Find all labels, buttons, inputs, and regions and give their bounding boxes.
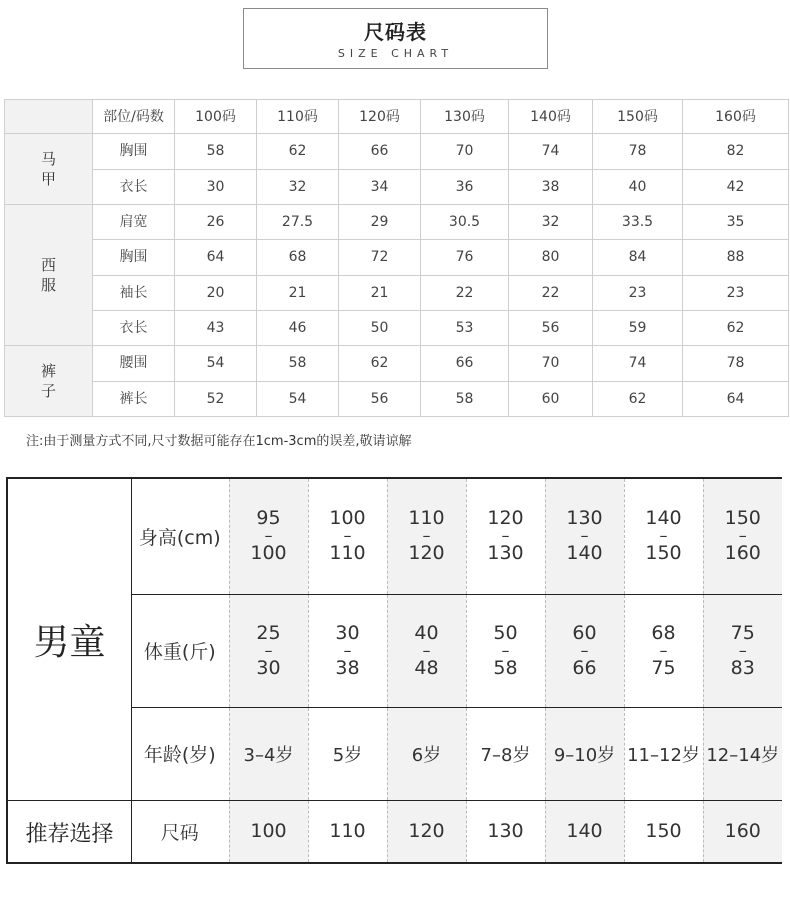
- age-value: 6岁: [411, 744, 442, 766]
- size-cell: [308, 800, 387, 862]
- size-value: 56: [509, 310, 593, 345]
- age-value: 11–12岁: [627, 744, 700, 766]
- range-min: 100: [329, 507, 366, 530]
- size-header: 120码: [339, 100, 421, 134]
- size-cell: [229, 800, 308, 862]
- age-cell: [229, 707, 308, 800]
- range-min: 50: [493, 621, 518, 644]
- part-label: 胸围: [93, 134, 175, 169]
- height-cell: [387, 479, 466, 594]
- size-row: [5, 381, 789, 416]
- size-value: 64: [175, 240, 257, 275]
- height-cell: [545, 479, 624, 594]
- range-max: 150: [645, 542, 682, 565]
- size-value: 58: [421, 381, 509, 416]
- size-value: 58: [175, 134, 257, 169]
- boys-table: [131, 479, 782, 862]
- size-value: 58: [257, 346, 339, 381]
- range-max: 75: [651, 656, 676, 679]
- size-value: 64: [683, 381, 789, 416]
- range-max: 100: [250, 542, 287, 565]
- size-value: 53: [421, 310, 509, 345]
- size-value: 34: [339, 169, 421, 204]
- height-range: [467, 508, 545, 564]
- weight-range: [546, 623, 624, 679]
- size-value: 22: [509, 275, 593, 310]
- size-value: 22: [421, 275, 509, 310]
- size-value: 66: [339, 134, 421, 169]
- age-cell: [466, 707, 545, 800]
- height-range: [388, 508, 466, 564]
- height-range: [546, 508, 624, 564]
- size-value: 140: [566, 820, 603, 843]
- range-max: 30: [256, 656, 281, 679]
- size-value: 21: [257, 275, 339, 310]
- weight-label: 体重(斤): [131, 594, 229, 707]
- weight-range: [704, 623, 783, 679]
- part-label: 袖长: [93, 275, 175, 310]
- corner-blank: [5, 100, 93, 134]
- part-label: 裤长: [93, 381, 175, 416]
- size-value: 52: [175, 381, 257, 416]
- size-value: 56: [339, 381, 421, 416]
- size-row: [5, 346, 789, 381]
- height-cell: [308, 479, 387, 594]
- part-label: 腰围: [93, 346, 175, 381]
- weight-cell: [229, 594, 308, 707]
- boys-row-height: [131, 479, 782, 594]
- size-header-row: [5, 100, 789, 134]
- size-row: [5, 310, 789, 345]
- boys-left-column: [8, 479, 132, 862]
- range-max: 120: [408, 542, 445, 565]
- group-label: 马 甲: [5, 134, 93, 205]
- size-value: 46: [257, 310, 339, 345]
- weight-cell: [466, 594, 545, 707]
- size-row: [5, 240, 789, 275]
- range-dash: –: [580, 526, 589, 546]
- size-cell: [466, 800, 545, 862]
- size-value: 70: [509, 346, 593, 381]
- weight-cell: [308, 594, 387, 707]
- age-value: 5岁: [332, 744, 363, 766]
- age-cell: [308, 707, 387, 800]
- age-value: 9–10岁: [553, 744, 616, 766]
- weight-cell: [387, 594, 466, 707]
- size-value: 32: [509, 204, 593, 239]
- range-max: 83: [730, 656, 755, 679]
- size-value: 40: [593, 169, 683, 204]
- recommend-label: 推荐选择: [25, 821, 114, 847]
- range-max: 58: [493, 656, 518, 679]
- range-min: 130: [566, 507, 603, 530]
- size-row: [5, 134, 789, 169]
- age-cell: [624, 707, 703, 800]
- size-value: 36: [421, 169, 509, 204]
- weight-range: [388, 623, 466, 679]
- size-header: 160码: [683, 100, 789, 134]
- size-value: 110: [329, 820, 366, 843]
- size-value: 68: [257, 240, 339, 275]
- size-header: 130码: [421, 100, 509, 134]
- range-dash: –: [264, 640, 273, 660]
- range-min: 110: [408, 507, 445, 530]
- corner-label: 部位/码数: [93, 100, 175, 134]
- height-range: [230, 508, 308, 564]
- size-value: 42: [683, 169, 789, 204]
- range-dash: –: [659, 640, 668, 660]
- size-value: 26: [175, 204, 257, 239]
- part-label: 胸围: [93, 240, 175, 275]
- age-value: 12–14岁: [706, 744, 780, 766]
- size-cell: [624, 800, 703, 862]
- age-cell: [703, 707, 782, 800]
- boys-size-chart: [6, 477, 782, 864]
- size-value: 120: [408, 820, 445, 843]
- range-min: 30: [335, 621, 360, 644]
- size-value: 62: [339, 346, 421, 381]
- range-min: 140: [645, 507, 682, 530]
- height-range: [704, 508, 783, 564]
- size-value: 80: [509, 240, 593, 275]
- range-dash: –: [580, 640, 589, 660]
- weight-cell: [703, 594, 782, 707]
- size-value: 72: [339, 240, 421, 275]
- age-label: 年龄(岁): [131, 707, 229, 800]
- height-range: [625, 508, 703, 564]
- height-cell: [703, 479, 782, 594]
- size-cell: [703, 800, 782, 862]
- size-row: [5, 169, 789, 204]
- size-value: 76: [421, 240, 509, 275]
- size-value: 78: [683, 346, 789, 381]
- age-cell: [545, 707, 624, 800]
- range-max: 160: [724, 542, 761, 565]
- group-label: 西 服: [5, 204, 93, 345]
- range-max: 140: [566, 542, 603, 565]
- range-dash: –: [343, 526, 352, 546]
- size-cell: [387, 800, 466, 862]
- page-title: 尺码表: [364, 20, 427, 44]
- size-value: 21: [339, 275, 421, 310]
- range-min: 120: [487, 507, 524, 530]
- range-max: 110: [329, 542, 366, 565]
- recommend-cell: [8, 800, 131, 863]
- range-dash: –: [659, 526, 668, 546]
- weight-cell: [545, 594, 624, 707]
- size-row: [5, 275, 789, 310]
- size-value: 54: [175, 346, 257, 381]
- size-value: 35: [683, 204, 789, 239]
- size-value: 84: [593, 240, 683, 275]
- size-value: 130: [487, 820, 524, 843]
- size-value: 160: [724, 820, 761, 843]
- range-max: 66: [572, 656, 597, 679]
- size-value: 88: [683, 240, 789, 275]
- range-max: 130: [487, 542, 524, 565]
- size-value: 150: [645, 820, 682, 843]
- title-box: [243, 8, 548, 69]
- age-value: 7–8岁: [480, 744, 531, 766]
- range-min: 95: [256, 507, 281, 530]
- weight-range: [230, 623, 308, 679]
- range-dash: –: [343, 640, 352, 660]
- size-row: [5, 204, 789, 239]
- size-value: 59: [593, 310, 683, 345]
- boys-row-weight: [131, 594, 782, 707]
- size-value: 74: [509, 134, 593, 169]
- size-value: 60: [509, 381, 593, 416]
- boys-row-age: [131, 707, 782, 800]
- range-dash: –: [422, 526, 431, 546]
- size-value: 29: [339, 204, 421, 239]
- part-label: 肩宽: [93, 204, 175, 239]
- size-cell: [545, 800, 624, 862]
- size-value: 62: [683, 310, 789, 345]
- range-min: 40: [414, 621, 439, 644]
- group-label: 裤 子: [5, 346, 93, 417]
- size-header: 100码: [175, 100, 257, 134]
- size-value: 66: [421, 346, 509, 381]
- range-dash: –: [738, 640, 747, 660]
- part-label: 衣长: [93, 310, 175, 345]
- size-value: 43: [175, 310, 257, 345]
- age-cell: [387, 707, 466, 800]
- range-max: 38: [335, 656, 360, 679]
- height-range: [309, 508, 387, 564]
- size-value: 23: [683, 275, 789, 310]
- size-chart-table: [4, 99, 789, 417]
- size-value: 38: [509, 169, 593, 204]
- size-value: 23: [593, 275, 683, 310]
- size-value: 100: [250, 820, 287, 843]
- measurement-note: 注:由于测量方式不同,尺寸数据可能存在1cm-3cm的误差,敬请谅解: [26, 434, 412, 449]
- height-label: 身高(cm): [131, 479, 229, 594]
- boys-row-size: [131, 800, 782, 862]
- height-cell: [229, 479, 308, 594]
- size-header: 110码: [257, 100, 339, 134]
- size-value: 54: [257, 381, 339, 416]
- weight-cell: [624, 594, 703, 707]
- size-value: 32: [257, 169, 339, 204]
- size-header: 150码: [593, 100, 683, 134]
- part-label: 衣长: [93, 169, 175, 204]
- range-max: 48: [414, 656, 439, 679]
- height-cell: [466, 479, 545, 594]
- size-value: 30.5: [421, 204, 509, 239]
- page-subtitle: SIZE CHART: [337, 47, 454, 60]
- range-dash: –: [738, 526, 747, 546]
- size-value: 20: [175, 275, 257, 310]
- range-min: 75: [730, 621, 755, 644]
- weight-range: [309, 623, 387, 679]
- size-value: 74: [593, 346, 683, 381]
- size-value: 62: [593, 381, 683, 416]
- size-value: 27.5: [257, 204, 339, 239]
- size-value: 50: [339, 310, 421, 345]
- size-value: 78: [593, 134, 683, 169]
- range-min: 60: [572, 621, 597, 644]
- size-value: 82: [683, 134, 789, 169]
- weight-range: [467, 623, 545, 679]
- boys-title: 男童: [33, 622, 106, 663]
- range-min: 25: [256, 621, 281, 644]
- range-min: 68: [651, 621, 676, 644]
- weight-range: [625, 623, 703, 679]
- size-label: 尺码: [160, 821, 199, 844]
- size-header: 140码: [509, 100, 593, 134]
- range-dash: –: [422, 640, 431, 660]
- range-dash: –: [501, 526, 510, 546]
- size-value: 33.5: [593, 204, 683, 239]
- size-value: 30: [175, 169, 257, 204]
- size-value: 70: [421, 134, 509, 169]
- range-min: 150: [724, 507, 761, 530]
- range-dash: –: [264, 526, 273, 546]
- age-value: 3–4岁: [243, 744, 294, 766]
- range-dash: –: [501, 640, 510, 660]
- size-value: 62: [257, 134, 339, 169]
- height-cell: [624, 479, 703, 594]
